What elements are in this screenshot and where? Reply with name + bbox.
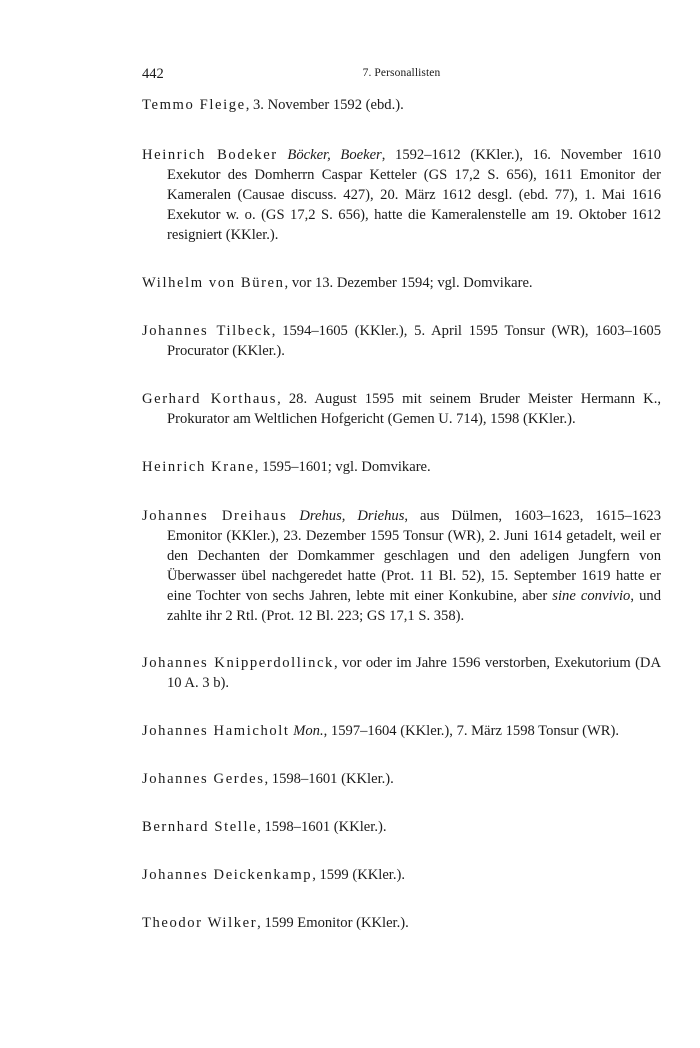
entry-name: Johannes Gerdes xyxy=(142,771,265,787)
entry-krane xyxy=(142,457,661,477)
entry-hamicholt xyxy=(142,721,661,741)
entry-variant: Drehus, Driehus xyxy=(299,508,405,524)
entry-name: Gerhard Korthaus xyxy=(142,391,278,407)
entry-variant: Böcker, Boeker xyxy=(287,147,382,163)
entry-text: , vor oder im Jahre 1596 verstorben, Exekutorium (DA 10 A. 3 b). xyxy=(167,655,662,691)
entry-text: , vor 13. Dezember 1594; vgl. Domvikare. xyxy=(284,275,533,291)
entry-knipperdollinck xyxy=(142,653,661,693)
running-title: 7. Personallisten xyxy=(362,67,441,79)
entry-name: Heinrich Bodeker xyxy=(142,147,278,163)
page-number: 442 xyxy=(142,66,164,82)
entry-wilker xyxy=(142,913,661,933)
entry-name: Temmo Fleige xyxy=(142,97,246,113)
entry-tilbeck xyxy=(142,321,661,361)
entry-bodeker xyxy=(142,145,661,245)
entry-text: , 1599 (KKler.). xyxy=(312,867,406,883)
entry-text: , 1597–1604 (KKler.), 7. März 1598 Tonsur (WR). xyxy=(323,723,620,739)
entry-name: Johannes Deickenkamp xyxy=(142,867,313,883)
entry-text: , 1599 Emonitor (KKler.). xyxy=(257,915,409,931)
entry-gerdes xyxy=(142,769,661,789)
page-header xyxy=(142,66,661,86)
entry-name: Johannes Hamicholt xyxy=(142,723,290,739)
entry-text: , 28. August 1595 mit seinem Bruder Meister Hermann K., Prokurator am Weltlichen Hofgericht (Gemen U. 714), 1598 (KKler.). xyxy=(167,391,661,427)
entry-text: , 1594–1605 (KKler.), 5. April 1595 Tonsur (WR), 1603–1605 Procurator (KKler.). xyxy=(167,323,661,359)
entry-dreihaus xyxy=(142,506,661,626)
entry-list xyxy=(142,95,661,933)
entry-name: Johannes Knipperdollinck xyxy=(142,655,334,671)
entry-text: , aus Dülmen, 1603–1623, 1615–1623 Emonitor (KKler.), 23. Dezember 1595 Tonsur (WR), 2. Juni 1614 getadelt, weil er den Dechanten der Domkammer geschlagen und den adeligen Jungfern von Überwasser übel nachgeredet hatte (Prot. 11 Bl. 52), 15. September 1619 hatte er eine Tochter von sechs Jahren, lebte mit einer Konkubine, aber xyxy=(167,508,662,604)
entry-name: Bernhard Stelle xyxy=(142,819,258,835)
entry-stelle xyxy=(142,817,661,837)
entry-name: Wilhelm von Büren xyxy=(142,275,285,291)
entry-variant: Mon. xyxy=(293,723,324,739)
entry-deickenkamp xyxy=(142,865,661,885)
entry-text: , 1598–1601 (KKler.). xyxy=(264,771,394,787)
entry-text: , und zahlte ihr 2 Rtl. (Prot. 12 Bl. 223; GS 17,1 S. 358). xyxy=(167,588,661,624)
entry-name: Johannes Dreihaus xyxy=(142,508,288,524)
entry-korthaus xyxy=(142,389,661,429)
entry-name: Heinrich Krane xyxy=(142,459,255,475)
entry-italic: sine convivio xyxy=(552,588,631,604)
entry-fleige xyxy=(142,95,661,115)
entry-text: , 3. November 1592 (ebd.). xyxy=(245,97,404,113)
entry-text: , 1592–1612 (KKler.), 16. November 1610 Exekutor des Domherrn Caspar Ketteler (GS 17,2 S. 656), 1611 Emonitor der Kameralen (Causae discuss. 427), 20. März 1612 desgl. (ebd. 77), 1. Mai 1616 Exekutor w. o. (GS 17,2 S. 656), hatte die Kameralenstelle am 19. Oktober 1612 resigniert (KKler.). xyxy=(167,147,661,243)
entry-text: , 1595–1601; vgl. Domvikare. xyxy=(254,459,431,475)
entry-name: Johannes Tilbeck xyxy=(142,323,272,339)
entry-name: Theodor Wilker xyxy=(142,915,258,931)
entry-text: , 1598–1601 (KKler.). xyxy=(257,819,387,835)
entry-bueren xyxy=(142,273,661,293)
